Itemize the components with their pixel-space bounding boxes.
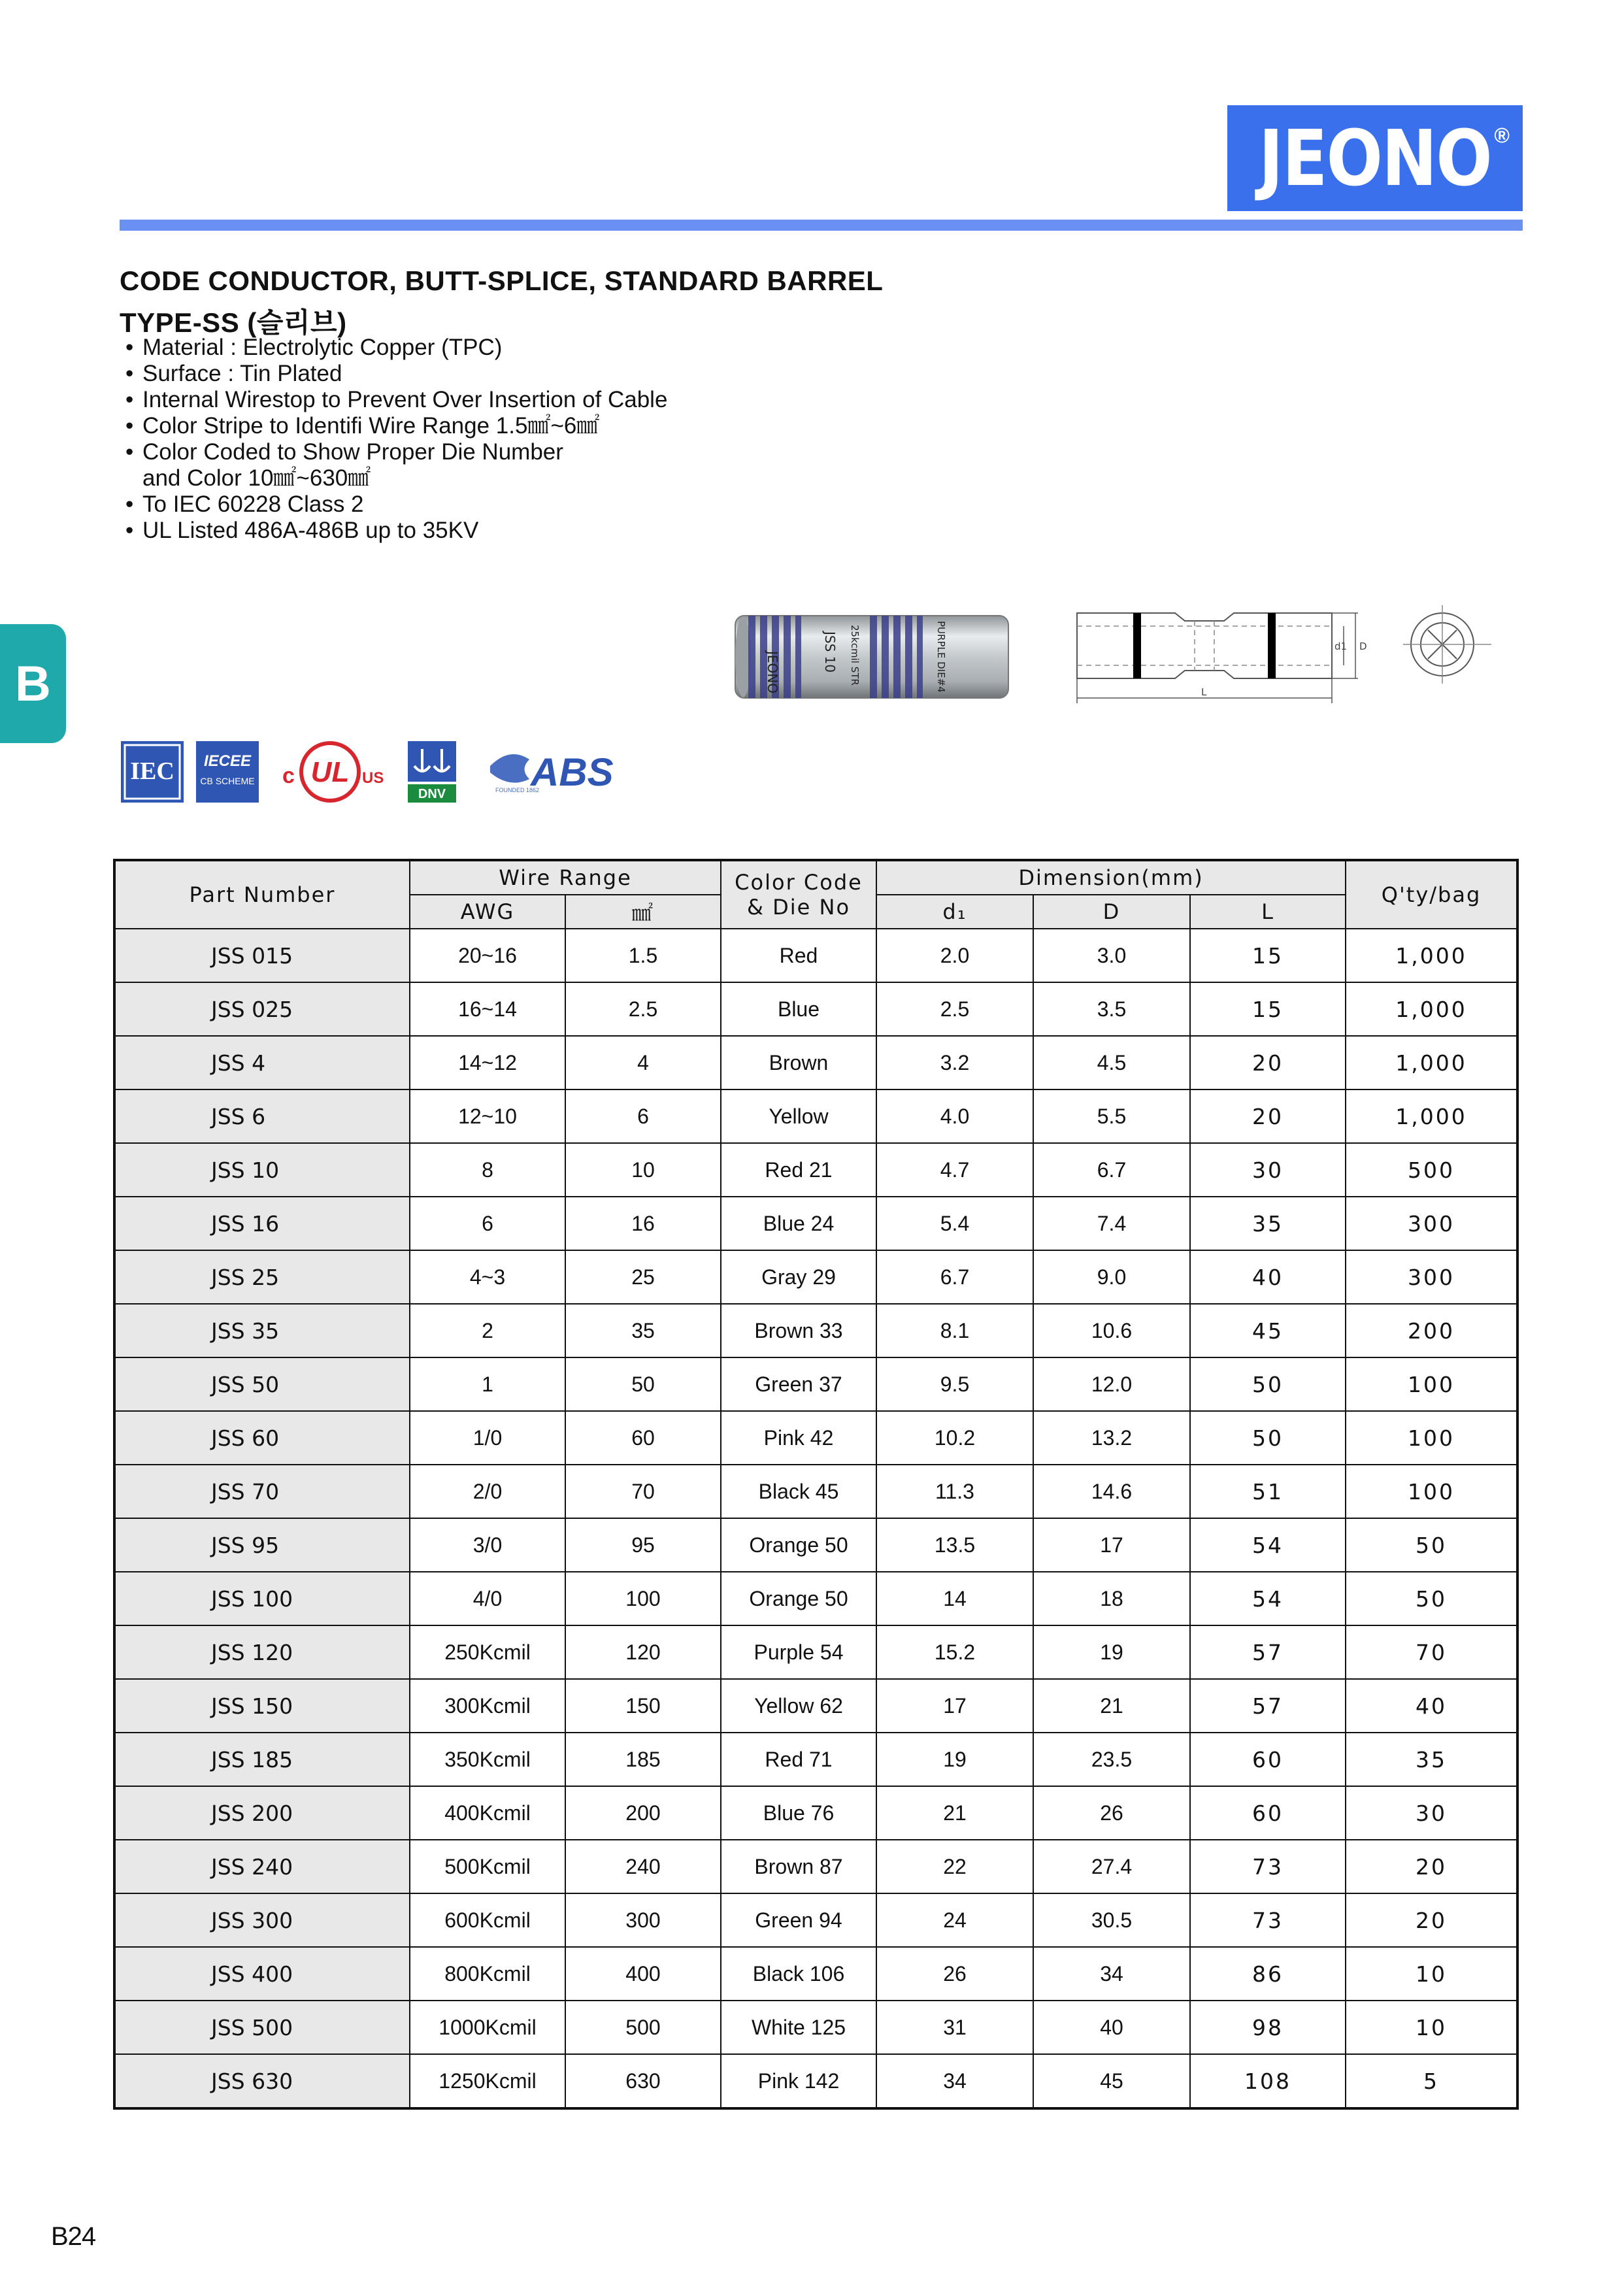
D-cell: 45 xyxy=(1033,2054,1190,2108)
color-code-cell: Purple 54 xyxy=(721,1625,876,1679)
color-code-cell: Brown 87 xyxy=(721,1840,876,1893)
color-code-cell: Brown 33 xyxy=(721,1304,876,1357)
awg-cell: 14~12 xyxy=(410,1036,565,1089)
awg-cell: 600Kcmil xyxy=(410,1893,565,1947)
table-row xyxy=(114,1357,1517,1411)
feature-item: • UL Listed 486A-486B up to 35KV xyxy=(125,518,667,544)
drawing-label-L: L xyxy=(1201,686,1207,698)
color-code-cell: Pink 142 xyxy=(721,2054,876,2108)
header-color-code-line1: Color Code xyxy=(735,870,863,895)
D-cell: 14.6 xyxy=(1033,1465,1190,1518)
feature-item: • Internal Wirestop to Prevent Over Insertion of Cable xyxy=(125,387,667,413)
photo-print-size: 25kcmil STR xyxy=(849,625,861,686)
mm2-cell: 25 xyxy=(565,1250,721,1304)
brand-logo xyxy=(1227,105,1523,211)
color-code-cell: Brown xyxy=(721,1036,876,1089)
d1-cell: 26 xyxy=(876,1947,1033,2001)
mm2-cell: 1.5 xyxy=(565,929,721,982)
table-row xyxy=(114,1679,1517,1733)
awg-cell: 1000Kcmil xyxy=(410,2001,565,2054)
L-cell: 60 xyxy=(1190,1733,1346,1786)
D-cell: 4.5 xyxy=(1033,1036,1190,1089)
awg-cell: 800Kcmil xyxy=(410,1947,565,2001)
cul-logo-c: c xyxy=(282,763,295,788)
table-row xyxy=(114,1840,1517,1893)
qty-cell: 1,000 xyxy=(1346,1089,1517,1143)
d1-cell: 15.2 xyxy=(876,1625,1033,1679)
qty-cell: 100 xyxy=(1346,1465,1517,1518)
feature-item: • Surface : Tin Plated xyxy=(125,361,667,387)
qty-cell: 70 xyxy=(1346,1625,1517,1679)
d1-cell: 8.1 xyxy=(876,1304,1033,1357)
D-cell: 10.6 xyxy=(1033,1304,1190,1357)
table-row xyxy=(114,1786,1517,1840)
d1-cell: 4.7 xyxy=(876,1143,1033,1197)
L-cell: 35 xyxy=(1190,1197,1346,1250)
part-number-cell: JSS 120 xyxy=(114,1625,410,1679)
registered-mark: ® xyxy=(1494,124,1510,147)
d1-cell: 5.4 xyxy=(876,1197,1033,1250)
table-row xyxy=(114,1893,1517,1947)
L-cell: 73 xyxy=(1190,1893,1346,1947)
awg-cell: 300Kcmil xyxy=(410,1679,565,1733)
mm2-cell: 240 xyxy=(565,1840,721,1893)
drawing-label-d1: d1 xyxy=(1334,640,1348,652)
qty-cell: 50 xyxy=(1346,1518,1517,1572)
spec-table xyxy=(113,859,1519,2110)
dnv-logo xyxy=(406,740,457,804)
qty-cell: 300 xyxy=(1346,1197,1517,1250)
qty-cell: 30 xyxy=(1346,1786,1517,1840)
d1-cell: 4.0 xyxy=(876,1089,1033,1143)
header-color-code xyxy=(721,860,876,929)
D-cell: 19 xyxy=(1033,1625,1190,1679)
feature-item: • To IEC 60228 Class 2 xyxy=(125,491,667,518)
mm2-cell: 150 xyxy=(565,1679,721,1733)
table-row xyxy=(114,1197,1517,1250)
d1-cell: 14 xyxy=(876,1572,1033,1625)
qty-cell: 20 xyxy=(1346,1893,1517,1947)
awg-cell: 4/0 xyxy=(410,1572,565,1625)
awg-cell: 1/0 xyxy=(410,1411,565,1465)
part-number-cell: JSS 70 xyxy=(114,1465,410,1518)
awg-cell: 6 xyxy=(410,1197,565,1250)
L-cell: 51 xyxy=(1190,1465,1346,1518)
part-number-cell: JSS 95 xyxy=(114,1518,410,1572)
color-code-cell: Red 21 xyxy=(721,1143,876,1197)
section-tab xyxy=(0,624,66,743)
D-cell: 18 xyxy=(1033,1572,1190,1625)
part-number-cell: JSS 100 xyxy=(114,1572,410,1625)
part-number-cell: JSS 025 xyxy=(114,982,410,1036)
cul-logo xyxy=(274,740,386,804)
awg-cell: 3/0 xyxy=(410,1518,565,1572)
color-code-cell: White 125 xyxy=(721,2001,876,2054)
mm2-cell: 4 xyxy=(565,1036,721,1089)
cul-logo-us: US xyxy=(362,769,384,787)
awg-cell: 16~14 xyxy=(410,982,565,1036)
iecee-logo-text: IECEE xyxy=(203,752,252,770)
mm2-cell: 185 xyxy=(565,1733,721,1786)
feature-item: • Color Stripe to Identifi Wire Range 1.5㎟~6㎟ xyxy=(125,413,667,439)
qty-cell: 50 xyxy=(1346,1572,1517,1625)
photo-print-brand: JEONO xyxy=(765,651,780,693)
D-cell: 21 xyxy=(1033,1679,1190,1733)
d1-cell: 6.7 xyxy=(876,1250,1033,1304)
part-number-cell: JSS 4 xyxy=(114,1036,410,1089)
table-row xyxy=(114,1572,1517,1625)
iecee-logo-subtext: CB SCHEME xyxy=(200,776,255,786)
part-number-cell: JSS 200 xyxy=(114,1786,410,1840)
awg-cell: 400Kcmil xyxy=(410,1786,565,1840)
d1-cell: 17 xyxy=(876,1679,1033,1733)
page-number: B24 xyxy=(51,2222,96,2251)
part-number-cell: JSS 630 xyxy=(114,2054,410,2108)
awg-cell: 8 xyxy=(410,1143,565,1197)
L-cell: 20 xyxy=(1190,1089,1346,1143)
mm2-cell: 60 xyxy=(565,1411,721,1465)
mm2-cell: 200 xyxy=(565,1786,721,1840)
header-L: L xyxy=(1190,895,1346,929)
qty-cell: 200 xyxy=(1346,1304,1517,1357)
mm2-cell: 300 xyxy=(565,1893,721,1947)
L-cell: 57 xyxy=(1190,1625,1346,1679)
awg-cell: 2 xyxy=(410,1304,565,1357)
color-code-cell: Red 71 xyxy=(721,1733,876,1786)
mm2-cell: 400 xyxy=(565,1947,721,2001)
table-row xyxy=(114,2001,1517,2054)
L-cell: 30 xyxy=(1190,1143,1346,1197)
table-row xyxy=(114,1089,1517,1143)
awg-cell: 12~10 xyxy=(410,1089,565,1143)
d1-cell: 3.2 xyxy=(876,1036,1033,1089)
qty-cell: 20 xyxy=(1346,1840,1517,1893)
mm2-cell: 10 xyxy=(565,1143,721,1197)
D-cell: 27.4 xyxy=(1033,1840,1190,1893)
d1-cell: 21 xyxy=(876,1786,1033,1840)
mm2-cell: 70 xyxy=(565,1465,721,1518)
L-cell: 40 xyxy=(1190,1250,1346,1304)
iec-logo-text: IEC xyxy=(130,757,174,785)
mm2-cell: 16 xyxy=(565,1197,721,1250)
part-number-cell: JSS 150 xyxy=(114,1679,410,1733)
mm2-cell: 120 xyxy=(565,1625,721,1679)
D-cell: 5.5 xyxy=(1033,1089,1190,1143)
brand-name: JEONO xyxy=(1259,113,1491,203)
mm2-cell: 500 xyxy=(565,2001,721,2054)
color-code-cell: Orange 50 xyxy=(721,1518,876,1572)
d1-cell: 10.2 xyxy=(876,1411,1033,1465)
qty-cell: 1,000 xyxy=(1346,1036,1517,1089)
part-number-cell: JSS 015 xyxy=(114,929,410,982)
d1-cell: 2.0 xyxy=(876,929,1033,982)
header-wire-range: Wire Range xyxy=(410,860,721,895)
table-row xyxy=(114,2054,1517,2108)
section-tab-label: B xyxy=(15,656,51,712)
part-number-cell: JSS 240 xyxy=(114,1840,410,1893)
header-D: D xyxy=(1033,895,1190,929)
mm2-cell: 35 xyxy=(565,1304,721,1357)
qty-cell: 10 xyxy=(1346,1947,1517,2001)
D-cell: 17 xyxy=(1033,1518,1190,1572)
L-cell: 50 xyxy=(1190,1411,1346,1465)
color-code-cell: Blue xyxy=(721,982,876,1036)
part-number-cell: JSS 185 xyxy=(114,1733,410,1786)
part-number-cell: JSS 300 xyxy=(114,1893,410,1947)
d1-cell: 11.3 xyxy=(876,1465,1033,1518)
d1-cell: 31 xyxy=(876,2001,1033,2054)
awg-cell: 1250Kcmil xyxy=(410,2054,565,2108)
part-number-cell: JSS 25 xyxy=(114,1250,410,1304)
qty-cell: 1,000 xyxy=(1346,982,1517,1036)
L-cell: 73 xyxy=(1190,1840,1346,1893)
table-row xyxy=(114,1250,1517,1304)
header-d1: d₁ xyxy=(876,895,1033,929)
color-code-cell: Blue 76 xyxy=(721,1786,876,1840)
L-cell: 15 xyxy=(1190,982,1346,1036)
L-cell: 108 xyxy=(1190,2054,1346,2108)
color-code-cell: Blue 24 xyxy=(721,1197,876,1250)
qty-cell: 5 xyxy=(1346,2054,1517,2108)
product-photo xyxy=(734,612,1010,702)
L-cell: 45 xyxy=(1190,1304,1346,1357)
feature-item-continuation: and Color 10㎟~630㎟ xyxy=(142,465,371,491)
header-mm2: ㎟ xyxy=(565,895,721,929)
color-code-cell: Yellow xyxy=(721,1089,876,1143)
d1-cell: 24 xyxy=(876,1893,1033,1947)
qty-cell: 100 xyxy=(1346,1357,1517,1411)
L-cell: 54 xyxy=(1190,1518,1346,1572)
color-code-cell: Yellow 62 xyxy=(721,1679,876,1733)
header-part-number: Part Number xyxy=(114,860,410,929)
awg-cell: 500Kcmil xyxy=(410,1840,565,1893)
part-number-cell: JSS 35 xyxy=(114,1304,410,1357)
mm2-cell: 6 xyxy=(565,1089,721,1143)
D-cell: 9.0 xyxy=(1033,1250,1190,1304)
part-number-cell: JSS 6 xyxy=(114,1089,410,1143)
d1-cell: 19 xyxy=(876,1733,1033,1786)
table-row xyxy=(114,929,1517,982)
awg-cell: 1 xyxy=(410,1357,565,1411)
awg-cell: 4~3 xyxy=(410,1250,565,1304)
D-cell: 7.4 xyxy=(1033,1197,1190,1250)
color-code-cell: Black 106 xyxy=(721,1947,876,2001)
L-cell: 57 xyxy=(1190,1679,1346,1733)
abs-logo xyxy=(484,740,631,804)
color-code-cell: Pink 42 xyxy=(721,1411,876,1465)
header-color-code-line2: & Die No xyxy=(746,895,851,920)
end-view-drawing xyxy=(1403,605,1495,684)
color-code-cell: Green 94 xyxy=(721,1893,876,1947)
color-code-cell: Gray 29 xyxy=(721,1250,876,1304)
table-row xyxy=(114,1304,1517,1357)
table-row xyxy=(114,1411,1517,1465)
awg-cell: 350Kcmil xyxy=(410,1733,565,1786)
page-subtitle: TYPE-SS (슬리브) xyxy=(120,307,347,338)
D-cell: 12.0 xyxy=(1033,1357,1190,1411)
color-code-cell: Green 37 xyxy=(721,1357,876,1411)
dimension-drawing xyxy=(1070,601,1372,716)
table-row xyxy=(114,1625,1517,1679)
L-cell: 15 xyxy=(1190,929,1346,982)
part-number-cell: JSS 500 xyxy=(114,2001,410,2054)
d1-cell: 22 xyxy=(876,1840,1033,1893)
qty-cell: 500 xyxy=(1346,1143,1517,1197)
L-cell: 54 xyxy=(1190,1572,1346,1625)
header-qty: Q'ty/bag xyxy=(1346,860,1517,929)
D-cell: 3.5 xyxy=(1033,982,1190,1036)
part-number-cell: JSS 60 xyxy=(114,1411,410,1465)
D-cell: 34 xyxy=(1033,1947,1190,2001)
part-number-cell: JSS 10 xyxy=(114,1143,410,1197)
drawing-label-D: D xyxy=(1359,640,1367,652)
qty-cell: 10 xyxy=(1346,2001,1517,2054)
qty-cell: 1,000 xyxy=(1346,929,1517,982)
table-row xyxy=(114,1143,1517,1197)
qty-cell: 300 xyxy=(1346,1250,1517,1304)
L-cell: 60 xyxy=(1190,1786,1346,1840)
iecee-logo xyxy=(195,740,260,804)
abs-logo-subtext: FOUNDED 1862 xyxy=(495,787,540,793)
L-cell: 86 xyxy=(1190,1947,1346,2001)
feature-item: • Color Coded to Show Proper Die Number xyxy=(125,439,667,465)
awg-cell: 20~16 xyxy=(410,929,565,982)
spec-table-body xyxy=(114,929,1517,2108)
d1-cell: 2.5 xyxy=(876,982,1033,1036)
awg-cell: 250Kcmil xyxy=(410,1625,565,1679)
mm2-cell: 95 xyxy=(565,1518,721,1572)
feature-list xyxy=(125,335,667,544)
mm2-cell: 2.5 xyxy=(565,982,721,1036)
L-cell: 20 xyxy=(1190,1036,1346,1089)
page-title: CODE CONDUCTOR, BUTT-SPLICE, STANDARD BARREL xyxy=(120,265,884,296)
color-code-cell: Orange 50 xyxy=(721,1572,876,1625)
color-code-cell: Black 45 xyxy=(721,1465,876,1518)
feature-item: • Material : Electrolytic Copper (TPC) xyxy=(125,335,667,361)
D-cell: 26 xyxy=(1033,1786,1190,1840)
L-cell: 98 xyxy=(1190,2001,1346,2054)
qty-cell: 35 xyxy=(1346,1733,1517,1786)
d1-cell: 34 xyxy=(876,2054,1033,2108)
photo-print-model: JSS 10 xyxy=(822,631,838,673)
D-cell: 40 xyxy=(1033,2001,1190,2054)
iec-logo xyxy=(120,740,185,804)
cul-logo-text: UL xyxy=(310,756,350,788)
table-row xyxy=(114,1036,1517,1089)
part-number-cell: JSS 16 xyxy=(114,1197,410,1250)
qty-cell: 100 xyxy=(1346,1411,1517,1465)
D-cell: 23.5 xyxy=(1033,1733,1190,1786)
table-row xyxy=(114,1518,1517,1572)
header-dimension: Dimension(mm) xyxy=(876,860,1346,895)
L-cell: 50 xyxy=(1190,1357,1346,1411)
d1-cell: 9.5 xyxy=(876,1357,1033,1411)
part-number-cell: JSS 400 xyxy=(114,1947,410,2001)
mm2-cell: 630 xyxy=(565,2054,721,2108)
D-cell: 30.5 xyxy=(1033,1893,1190,1947)
header-rule xyxy=(120,220,1523,231)
table-row xyxy=(114,1465,1517,1518)
table-row xyxy=(114,1947,1517,2001)
abs-logo-text: ABS xyxy=(531,750,614,794)
dnv-logo-text: DNV xyxy=(418,787,446,801)
D-cell: 13.2 xyxy=(1033,1411,1190,1465)
photo-print-die: PURPLE DIE#4 xyxy=(935,621,947,693)
part-number-cell: JSS 50 xyxy=(114,1357,410,1411)
awg-cell: 2/0 xyxy=(410,1465,565,1518)
header-awg: AWG xyxy=(410,895,565,929)
table-row xyxy=(114,1733,1517,1786)
D-cell: 3.0 xyxy=(1033,929,1190,982)
color-code-cell: Red xyxy=(721,929,876,982)
d1-cell: 13.5 xyxy=(876,1518,1033,1572)
table-row xyxy=(114,982,1517,1036)
mm2-cell: 50 xyxy=(565,1357,721,1411)
mm2-cell: 100 xyxy=(565,1572,721,1625)
qty-cell: 40 xyxy=(1346,1679,1517,1733)
D-cell: 6.7 xyxy=(1033,1143,1190,1197)
